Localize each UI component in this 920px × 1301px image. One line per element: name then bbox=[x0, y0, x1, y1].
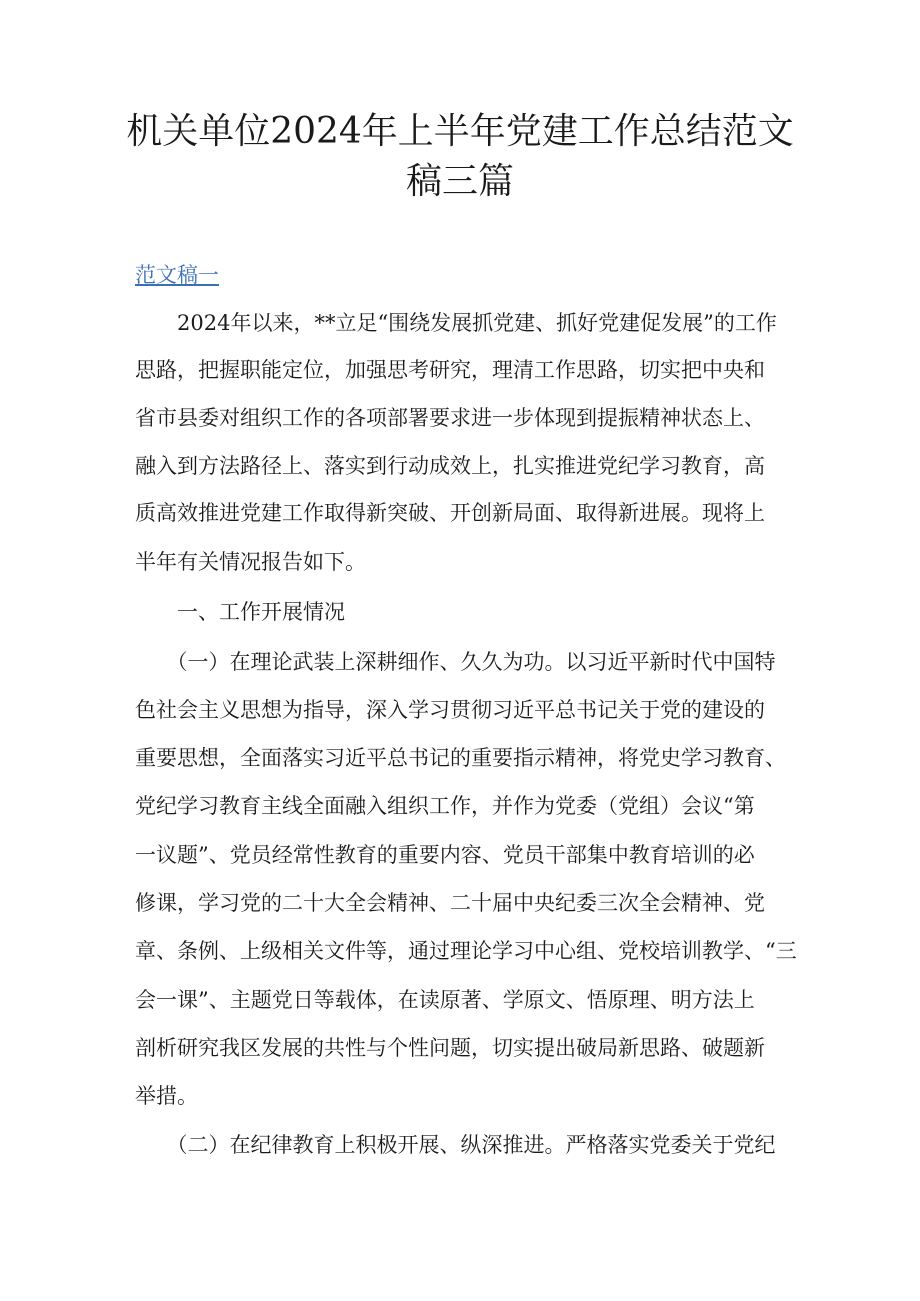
body-line: 一议题”、党员经常性教育的重要内容、党员干部集中教育培训的必 bbox=[135, 843, 755, 867]
body-line: 举措。 bbox=[135, 1084, 198, 1108]
body-line: 省市县委对组织工作的各项部署要求进一步体现到提振精神状态上、 bbox=[135, 406, 765, 430]
document-title-line-1: 机关单位2024年上半年党建工作总结范文 bbox=[126, 111, 794, 152]
body-line: （一）在理论武装上深耕细作、久久为功。以习近平新时代中国特 bbox=[135, 650, 776, 674]
body-line: 党纪学习教育主线全面融入组织工作，并作为党委（党组）会议“第 bbox=[135, 794, 755, 818]
body-line: 半年有关情况报告如下。 bbox=[135, 550, 366, 574]
body-line: 修课，学习党的二十大全会精神、二十届中央纪委三次全会精神、党 bbox=[135, 891, 765, 915]
body-line: 重要思想，全面落实习近平总书记的重要指示精神，将党史学习教育、 bbox=[135, 746, 786, 770]
body-line: 思路，把握职能定位，加强思考研究，理清工作思路，切实把中央和 bbox=[135, 358, 765, 382]
body-line: 章、条例、上级相关文件等，通过理论学习中心组、党校培训教学、“三 bbox=[135, 939, 797, 963]
body-line: 色社会主义思想为指导，深入学习贯彻习近平总书记关于党的建设的 bbox=[135, 698, 765, 722]
body-line: 剖析研究我区发展的共性与个性问题，切实提出破局新思路、破题新 bbox=[135, 1036, 765, 1060]
body-line: 质高效推进党建工作取得新突破、开创新局面、取得新进展。现将上 bbox=[135, 501, 765, 525]
section-heading: 一、工作开展情况 bbox=[135, 600, 345, 624]
document-title-line-2: 稿三篇 bbox=[405, 161, 514, 202]
body-line: 会一课”、主题党日等载体，在读原著、学原文、悟原理、明方法上 bbox=[135, 988, 755, 1012]
body-line: （二）在纪律教育上积极开展、纵深推进。严格落实党委关于党纪 bbox=[135, 1133, 776, 1157]
body-line: 2024年以来，**立足“围绕发展抓党建、抓好党建促发展”的工作 bbox=[135, 311, 777, 335]
body-line: 融入到方法路径上、落实到行动成效上，扎实推进党纪学习教育，高 bbox=[135, 454, 765, 478]
section-link-fanwen-1[interactable]: 范文稿一 bbox=[135, 263, 219, 287]
